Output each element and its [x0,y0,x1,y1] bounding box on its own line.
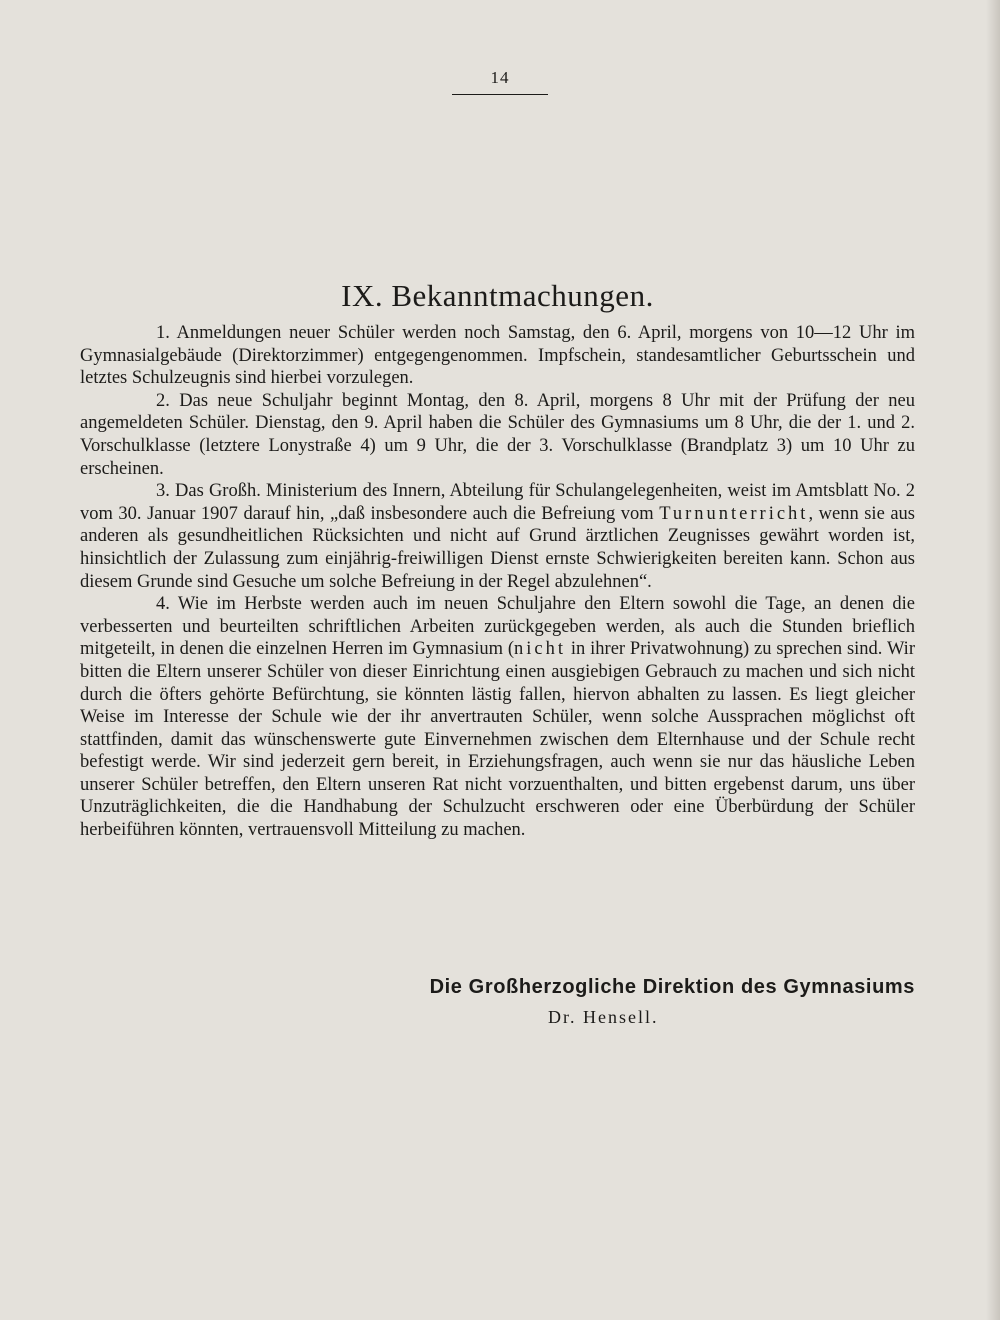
paragraph-2-text: 2. Das neue Schuljahr beginnt Montag, den 8. April, morgens 8 Uhr mit der Prüfung der neu angemeldeten Schüler. Dienstag, den 9. April haben die Schüler des Gymnasiums um 8 Uhr, die der 1. und 2. Vorschulklasse (letztere Lonystraße 4) um 9 Uhr, die der 3. Vorschulklasse (Brandplatz 3) um 10 Uhr zu erscheinen. [80,390,915,479]
page-number-rule [452,94,548,95]
section-heading: IX. Bekanntmachungen. [341,278,654,313]
announcement-paragraph-1 [80,322,915,390]
signature-name: Dr. Hensell. [548,1007,659,1027]
announcement-paragraph-3 [80,480,915,593]
paragraph-1-text: 1. Anmeldungen neuer Schüler werden noch Samstag, den 6. April, morgens von 10—12 Uhr im Gymnasialgebäude (Direktorzimmer) entgegengenommen. Impfschein, standesamtlicher Geburtsschein und letztes Schulzeugnis sind hierbei vorzulegen. [80,323,915,389]
paragraph-3-text-before: 3. Das Großh. Ministerium des Innern, Abteilung für Schulangelegenheiten, weist im Amtsblatt No. 2 vom 30. Januar 1907 darauf hin, „daß insbesondere auch die Befreiung vom [80,481,915,524]
page-edge-shadow [986,0,1000,1320]
announcement-paragraph-2 [80,390,915,480]
paragraph-4-text-after: in ihrer Privatwohnung) zu sprechen sind. Wir bitten die Eltern unserer Schüler von dieser Einrichtung einen ausgiebigen Gebrauch zu machen und sich nicht durch die öfters gehörte Befürchtung, sie könnten lästig fallen, hiervon abhalten zu lassen. Es liegt gleicher Weise im Interesse der Schule wie der ihr anvertrauten Schüler, wenn solche Aussprachen möglichst oft stattfinden, damit das wünschenswerte gute Einvernehmen zwischen dem Elternhause und der Schule recht befestigt werde. Wir sind jederzeit gern bereit, in Erziehungsfragen, auch wenn sie nur das häusliche Leben unserer Schüler betreffen, den Eltern unseren Rat nicht vorzuenthalten, und bitten ergebenst darum, uns über Unzuträglichkeiten, die die Handhabung der Schulzucht erschweren oder eine Überbürdung der Schüler herbeiführen könnten, vertrauensvoll Mitteilung zu machen. [80,639,915,841]
announcement-paragraph-4 [80,593,915,842]
paragraph-4-text-before: 4. Wie im Herbste werden auch im neuen Schuljahre den Eltern sowohl die Tage, an denen die verbesserten und beurteilten schriftlichen Arbeiten zurückgegeben werden, als auch die Stunden brieflich mitgeteilt, in denen die einzelnen Herren im Gymnasium ( [80,594,915,660]
announcement-body [80,322,915,842]
signature-organization: Die Großherzogliche Direktion des Gymnasiums [429,976,915,998]
paragraph-3-text-after: , wenn sie aus anderen als gesundheitlichen Rücksichten und nicht auf Grund ärztlichen Zeugnisses gewährt worden ist, hinsichtlich der Zulassung zum einjährig-freiwilligen Dienst ernste Schwierigkeiten bereiten kann. Schon aus diesem Grunde sind Gesuche um solche Befreiung in der Regel abzulehnen“. [80,503,915,592]
paragraph-3-spaced-term: Turnunterricht [659,503,809,524]
page-number: 14 [490,68,510,87]
paragraph-4-spaced-term: nicht [514,639,567,660]
signature-block [80,974,915,1027]
